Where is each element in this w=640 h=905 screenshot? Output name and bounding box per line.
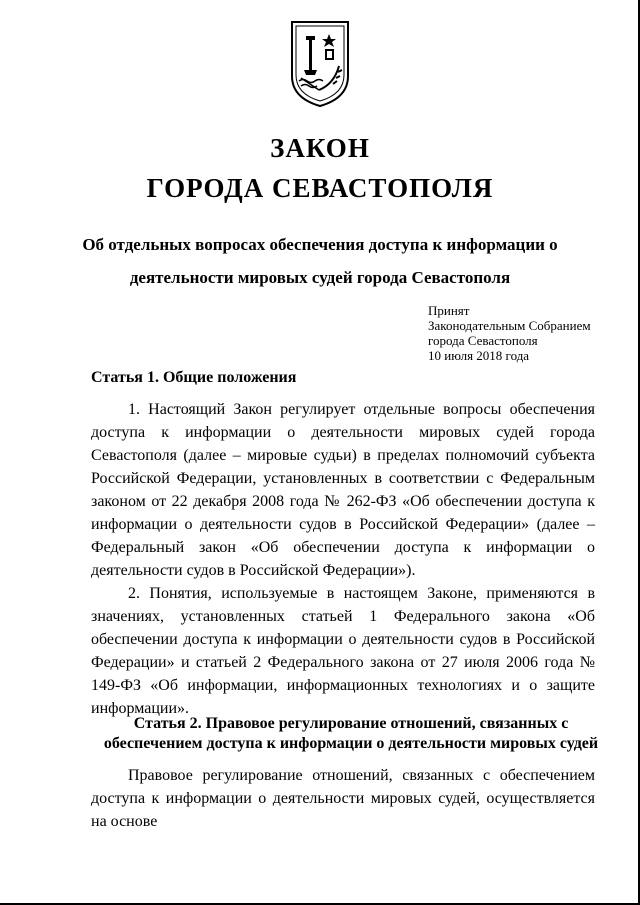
adoption-date: 10 июля 2018 года xyxy=(428,348,530,363)
law-issuer: ГОРОДА СЕВАСТОПОЛЯ xyxy=(146,173,494,203)
adoption-line: города Севастополя xyxy=(428,333,538,348)
adoption-line: Принят xyxy=(428,303,470,318)
adoption-note xyxy=(428,303,628,363)
article-1-heading: Статья 1. Общие положения xyxy=(91,369,297,386)
law-subtitle: Об отдельных вопросах обеспечения доступа к информации о деятельности мировых судей города Севастополя xyxy=(82,235,558,287)
article-1-paragraph-1: 1. Настоящий Закон регулирует отдельные вопросы обеспечения доступа к информации о деятельности мировых судей города Севастополя (далее – мировые судьи) в пределах полномочий субъекта Российской Федерации, установленных в соответствии с Федеральным законом от 22 декабря 2008 года № 262-ФЗ «Об обеспечении доступа к информации о деятельности судов в Российской Федерации» (далее – Федеральный закон «Об обеспечении доступа к информации о деятельности судов в Российской Федерации»). xyxy=(91,401,595,579)
adoption-line: Законодательным Собранием xyxy=(428,318,591,333)
article-2-heading: Статья 2. Правовое регулирование отношений, связанных с обеспечением доступа к информации о деятельности мировых судей xyxy=(103,715,599,752)
article-2-paragraph-1: Правовое регулирование отношений, связанных с обеспечением доступа к информации о деятельности мировых судей, осуществляется на основе xyxy=(91,767,595,830)
article-1-paragraph-2: 2. Понятия, используемые в настоящем Законе, применяются в значениях, установленных статьей 1 Федерального закона «Об обеспечении доступа к информации о деятельности судов в Российской Федерации» и статьей 2 Федерального закона от 27 июля 2006 года № 149-ФЗ «Об информации, информационных технологиях и о защите информации». xyxy=(91,585,595,717)
law-title: ЗАКОН xyxy=(270,133,370,163)
sevastopol-coat-of-arms-icon xyxy=(289,18,351,108)
